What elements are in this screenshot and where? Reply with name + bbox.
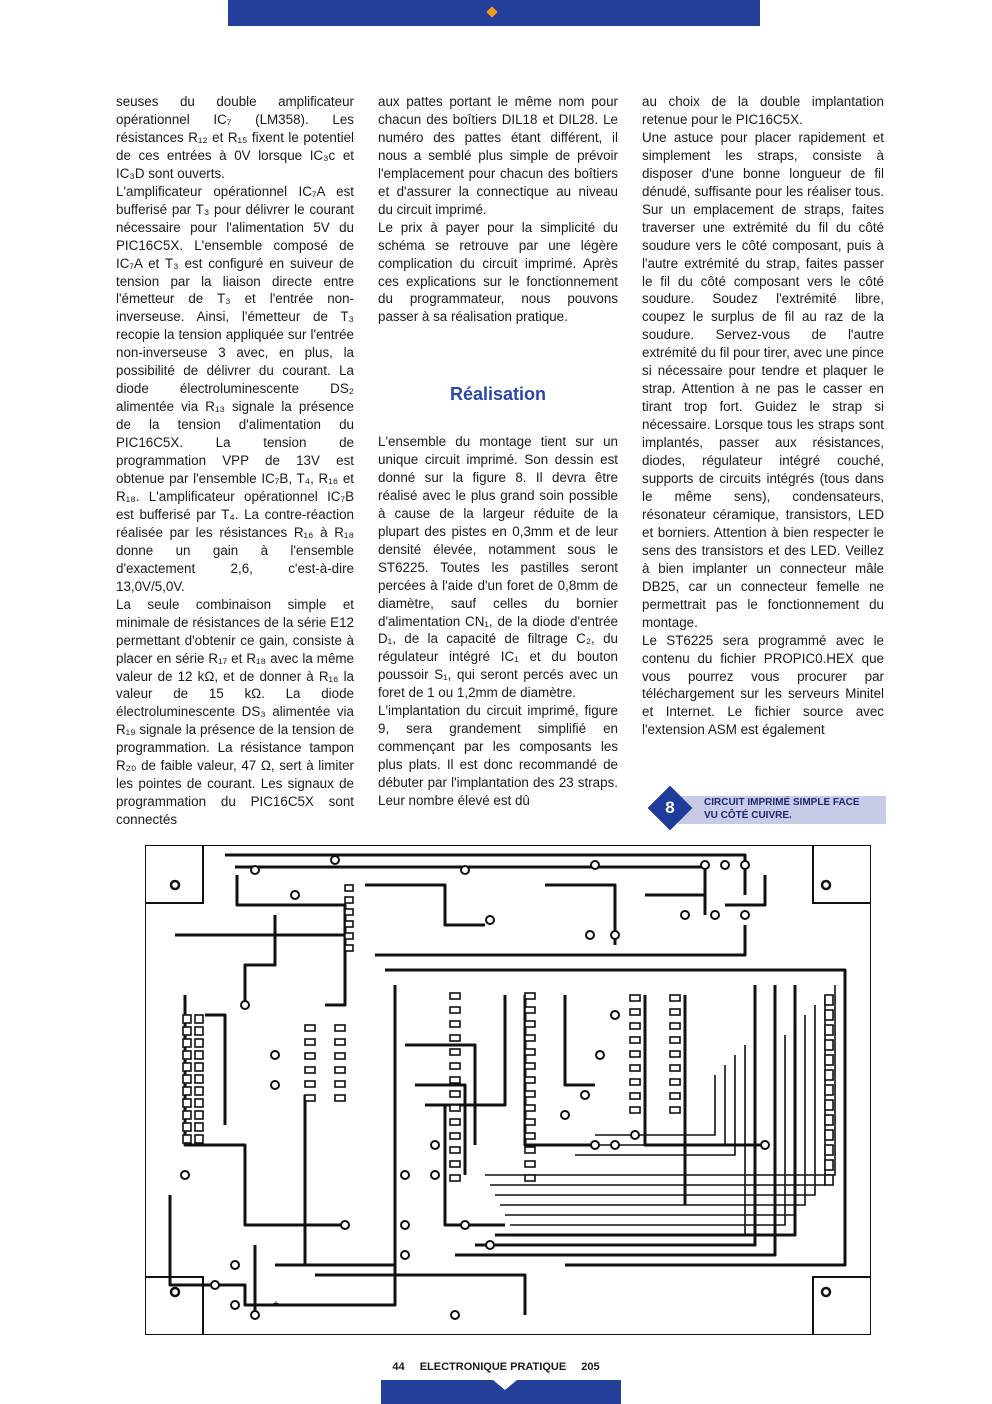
bottom-footer-bar	[381, 1380, 621, 1404]
triangle-notch-icon	[493, 1380, 517, 1390]
paragraph: Le prix à payer pour la simplicité du schéma se retrouve par une légère complication du circuit imprimé. Après ces explications sur le fonctionnement du programmateur, nous pouvons passer à sa réalisation pratique.	[378, 219, 618, 325]
paragraph: seuses du double amplificateur opérationnel IC₇ (LM358). Les résistances R₁₂ et R₁₅ fixent le potentiel de ces entrées à 0V lorsque IC₃c et IC₃D sont ouverts.	[116, 94, 354, 181]
page-footer	[0, 1361, 992, 1373]
paragraph: Une astuce pour placer rapidement et simplement les straps, consiste à disposer d'une bonne longueur de fil dénudé, suffisante pour les réaliser tous. Sur un emplacement de straps, faites traverser une extrémité du fil du côté soudure vers le côté composant, puis à l'autre extrémité du strap, faites passer le fil du côté composant vers le côté soudure. Soudez l'extrémité libre, coupez le surplus de fil au raz de la soudure. Servez-vous de l'autre extrémité du fil pour tirer, avec une pince si nécessaire pour tendre et plaquer le strap. Attention à ne pas le casser en tirant trop fort. Guidez le strap si nécessaire. Lorsque tous les straps sont implantés, passer aux résistances, diodes, régulateur intégré couché, supports de circuits intégrés (tous dans le même sens), condensateurs, résonateur céramique, transistors, LED et borniers. Attention à bien respecter le sens des transistors et des LED. Veillez à bien implanter un connecteur mâle DB25, car un connecteur femelle ne permettrait pas le fonctionnement du montage.	[642, 129, 884, 630]
pcb-plus-label: +	[273, 1299, 279, 1310]
section-heading: Réalisation	[449, 384, 547, 404]
paragraph: L'amplificateur opérationnel IC₇A est bufferisé par T₃ pour délivrer le courant nécessaire pour l'alimentation 5V du PIC16C5X. L'ensemble composé de IC₇A et T₃ est configuré en suiveur de tension par la liaison directe entre l'émetteur de T₃ et l'entrée non-inverseuse. Ainsi, l'émetteur de T₃ recopie la tension appliquée sur l'entrée non-inverseuse 3 avec, en plus, la possibilité de délivrer du courant. La diode électroluminescente DS₂ alimentée via R₁₃ signale la présence de la tension d'alimentation du PIC16C5X. La tension de programmation VPP de 13V est obtenue par l'ensemble IC₇B, T₄, R₁₆ et R₁₈. L'amplificateur opérationnel IC₇B est bufferisé par T₄. La contre-réaction réalisée par les résistances R₁₆ à R₁₈ donne un gain à l'ensemble d'exactement 2,6, c'est-à-dire 13,0V/5,0V.	[116, 183, 354, 594]
page-number: 44	[392, 1361, 405, 1373]
caption-line-2: VU CÔTÉ CUIVRE.	[704, 810, 792, 821]
paragraph: Le ST6225 sera programmé avec le contenu du fichier PROPIC0.HEX que vous pourrez vous procurer par téléchargement sur les serveurs Minitel et Internet. Le fichier source avec l'extension ASM est également	[642, 632, 884, 738]
paragraph: au choix de la double implantation retenue pour le PIC16C5X.	[642, 94, 884, 127]
pcb-layout-figure	[145, 845, 871, 1335]
paragraph: L'implantation du circuit imprimé, figure 9, sera grandement simplifié en commençant par les composants les plus plats. Il est donc recommandé de débuter par l'implantation des 23 straps. Leur nombre élevé est dû	[378, 703, 618, 809]
figure-number: 8	[665, 798, 675, 817]
text-column-3	[642, 93, 884, 739]
diamond-ornament-icon	[486, 6, 497, 17]
figure-caption	[648, 786, 888, 830]
magazine-name: ELECTRONIQUE PRATIQUE	[419, 1361, 567, 1373]
caption-line-1: CIRCUIT IMPRIMÉ SIMPLE FACE	[704, 797, 860, 808]
issue-number: 205	[581, 1361, 600, 1373]
text-column-1	[116, 93, 354, 829]
paragraph: aux pattes portant le même nom pour chacun des boîtiers DIL18 et DIL28. Le numéro des pattes étant différent, il nous a semblé plus simple de prévoir l'emplacement pour chacun des boîtiers et d'assurer la connectique au niveau du circuit imprimé.	[378, 94, 618, 217]
paragraph: La seule combinaison simple et minimale de résistances de la série E12 permettant d'obtenir ce gain, consiste à placer en série R₁₇ et R₁₈ avec la même valeur de 12 kΩ, et de donner à R₁₆ la valeur de 15 kΩ. La diode électroluminescente DS₃ alimentée via R₁₉ signale la présence de la tension de programmation. La résistance tampon R₂₀ de faible valeur, 47 Ω, sert à limiter les pointes de courant. Les signaux de programmation du PIC16C5X sont connectés	[116, 596, 354, 828]
text-column-2-continued	[378, 433, 618, 810]
top-header-bar	[228, 0, 760, 26]
paragraph: L'ensemble du montage tient sur un unique circuit imprimé. Son dessin est donné sur la figure 8. Il devra être réalisé avec le plus grand soin possible à cause de la largeur réduite de la plupart des pistes en 0,3mm et de leur densité élevée, notamment sous le ST6225. Toutes les pastilles seront percées à l'aide d'un foret de 0,8mm de diamètre, sauf celles du bornier d'alimentation CN₁, de la diode d'entrée D₁, de la capacité de filtrage C₂, du régulateur intégré IC₁ et du bouton poussoir S₁, qui seront percés avec un foret de 1 ou 1,2mm de diamètre.	[378, 434, 618, 701]
text-column-2	[378, 93, 618, 326]
caption-text	[704, 796, 860, 822]
